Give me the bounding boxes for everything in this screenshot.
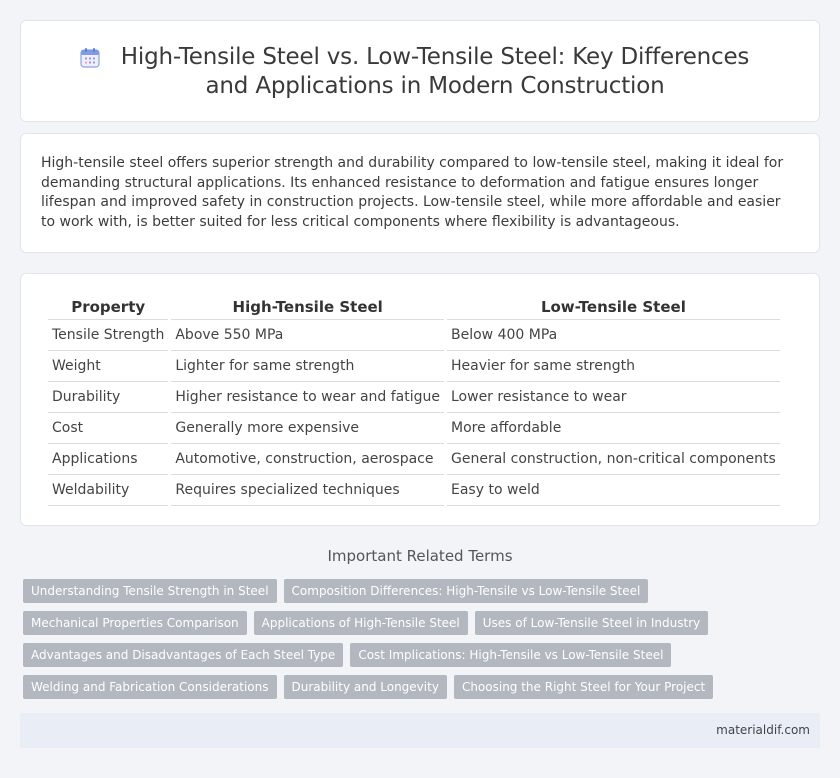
table-cell: Above 550 MPa (171, 320, 444, 351)
table-cell: Higher resistance to wear and fatigue (171, 382, 444, 413)
table-row (48, 475, 780, 506)
intro-card (20, 133, 820, 253)
table-row (48, 351, 780, 382)
table-cell: Weldability (48, 475, 168, 506)
header-card (20, 20, 820, 122)
table-cell: General construction, non-critical components (447, 444, 780, 475)
table-cell: Lighter for same strength (171, 351, 444, 382)
related-term-link[interactable]: Understanding Tensile Strength in Steel (23, 579, 277, 603)
column-header-high-tensile: High-Tensile Steel (171, 296, 444, 320)
comparison-table (45, 296, 783, 506)
table-row (48, 320, 780, 351)
site-name[interactable]: materialdif.com (716, 723, 810, 737)
table-cell: Durability (48, 382, 168, 413)
column-header-property: Property (48, 296, 168, 320)
table-cell: Easy to weld (447, 475, 780, 506)
table-row (48, 413, 780, 444)
table-cell: Weight (48, 351, 168, 382)
related-term-link[interactable]: Composition Differences: High-Tensile vs Low-Tensile Steel (284, 579, 649, 603)
intro-paragraph: High-tensile steel offers superior strength and durability compared to low-tensile steel, making it ideal for demanding structural applications. Its enhanced resistance to deformation and fatigue ensures longer lifespan and improved safety in construction projects. Low-tensile steel, while more affordable and easier to work with, is better suited for less critical components where flexibility is advantageous. (41, 155, 784, 230)
table-cell: Cost (48, 413, 168, 444)
related-term-link[interactable]: Advantages and Disadvantages of Each Steel Type (23, 643, 343, 667)
table-cell: Lower resistance to wear (447, 382, 780, 413)
table-cell: Requires specialized techniques (171, 475, 444, 506)
footer (20, 713, 820, 748)
table-cell: More affordable (447, 413, 780, 444)
page-title: High-Tensile Steel vs. Low-Tensile Steel: Key Differences and Applications in Modern Construction (120, 44, 750, 99)
table-row (48, 444, 780, 475)
related-term-link[interactable]: Mechanical Properties Comparison (23, 611, 247, 635)
related-term-link[interactable]: Applications of High-Tensile Steel (254, 611, 468, 635)
related-terms-list (23, 579, 813, 699)
comparison-card (20, 273, 820, 526)
table-cell: Generally more expensive (171, 413, 444, 444)
related-term-link[interactable]: Welding and Fabrication Considerations (23, 675, 277, 699)
table-row (48, 382, 780, 413)
related-term-link[interactable]: Uses of Low-Tensile Steel in Industry (475, 611, 708, 635)
table-cell: Heavier for same strength (447, 351, 780, 382)
related-term-link[interactable]: Durability and Longevity (284, 675, 447, 699)
table-cell: Applications (48, 444, 168, 475)
table-cell: Below 400 MPa (447, 320, 780, 351)
related-terms-heading: Important Related Terms (327, 547, 513, 565)
column-header-low-tensile: Low-Tensile Steel (447, 296, 780, 320)
table-cell: Automotive, construction, aerospace (171, 444, 444, 475)
related-term-link[interactable]: Choosing the Right Steel for Your Project (454, 675, 713, 699)
table-cell: Tensile Strength (48, 320, 168, 351)
related-term-link[interactable]: Cost Implications: High-Tensile vs Low-Tensile Steel (350, 643, 671, 667)
table-header-row (48, 296, 780, 320)
